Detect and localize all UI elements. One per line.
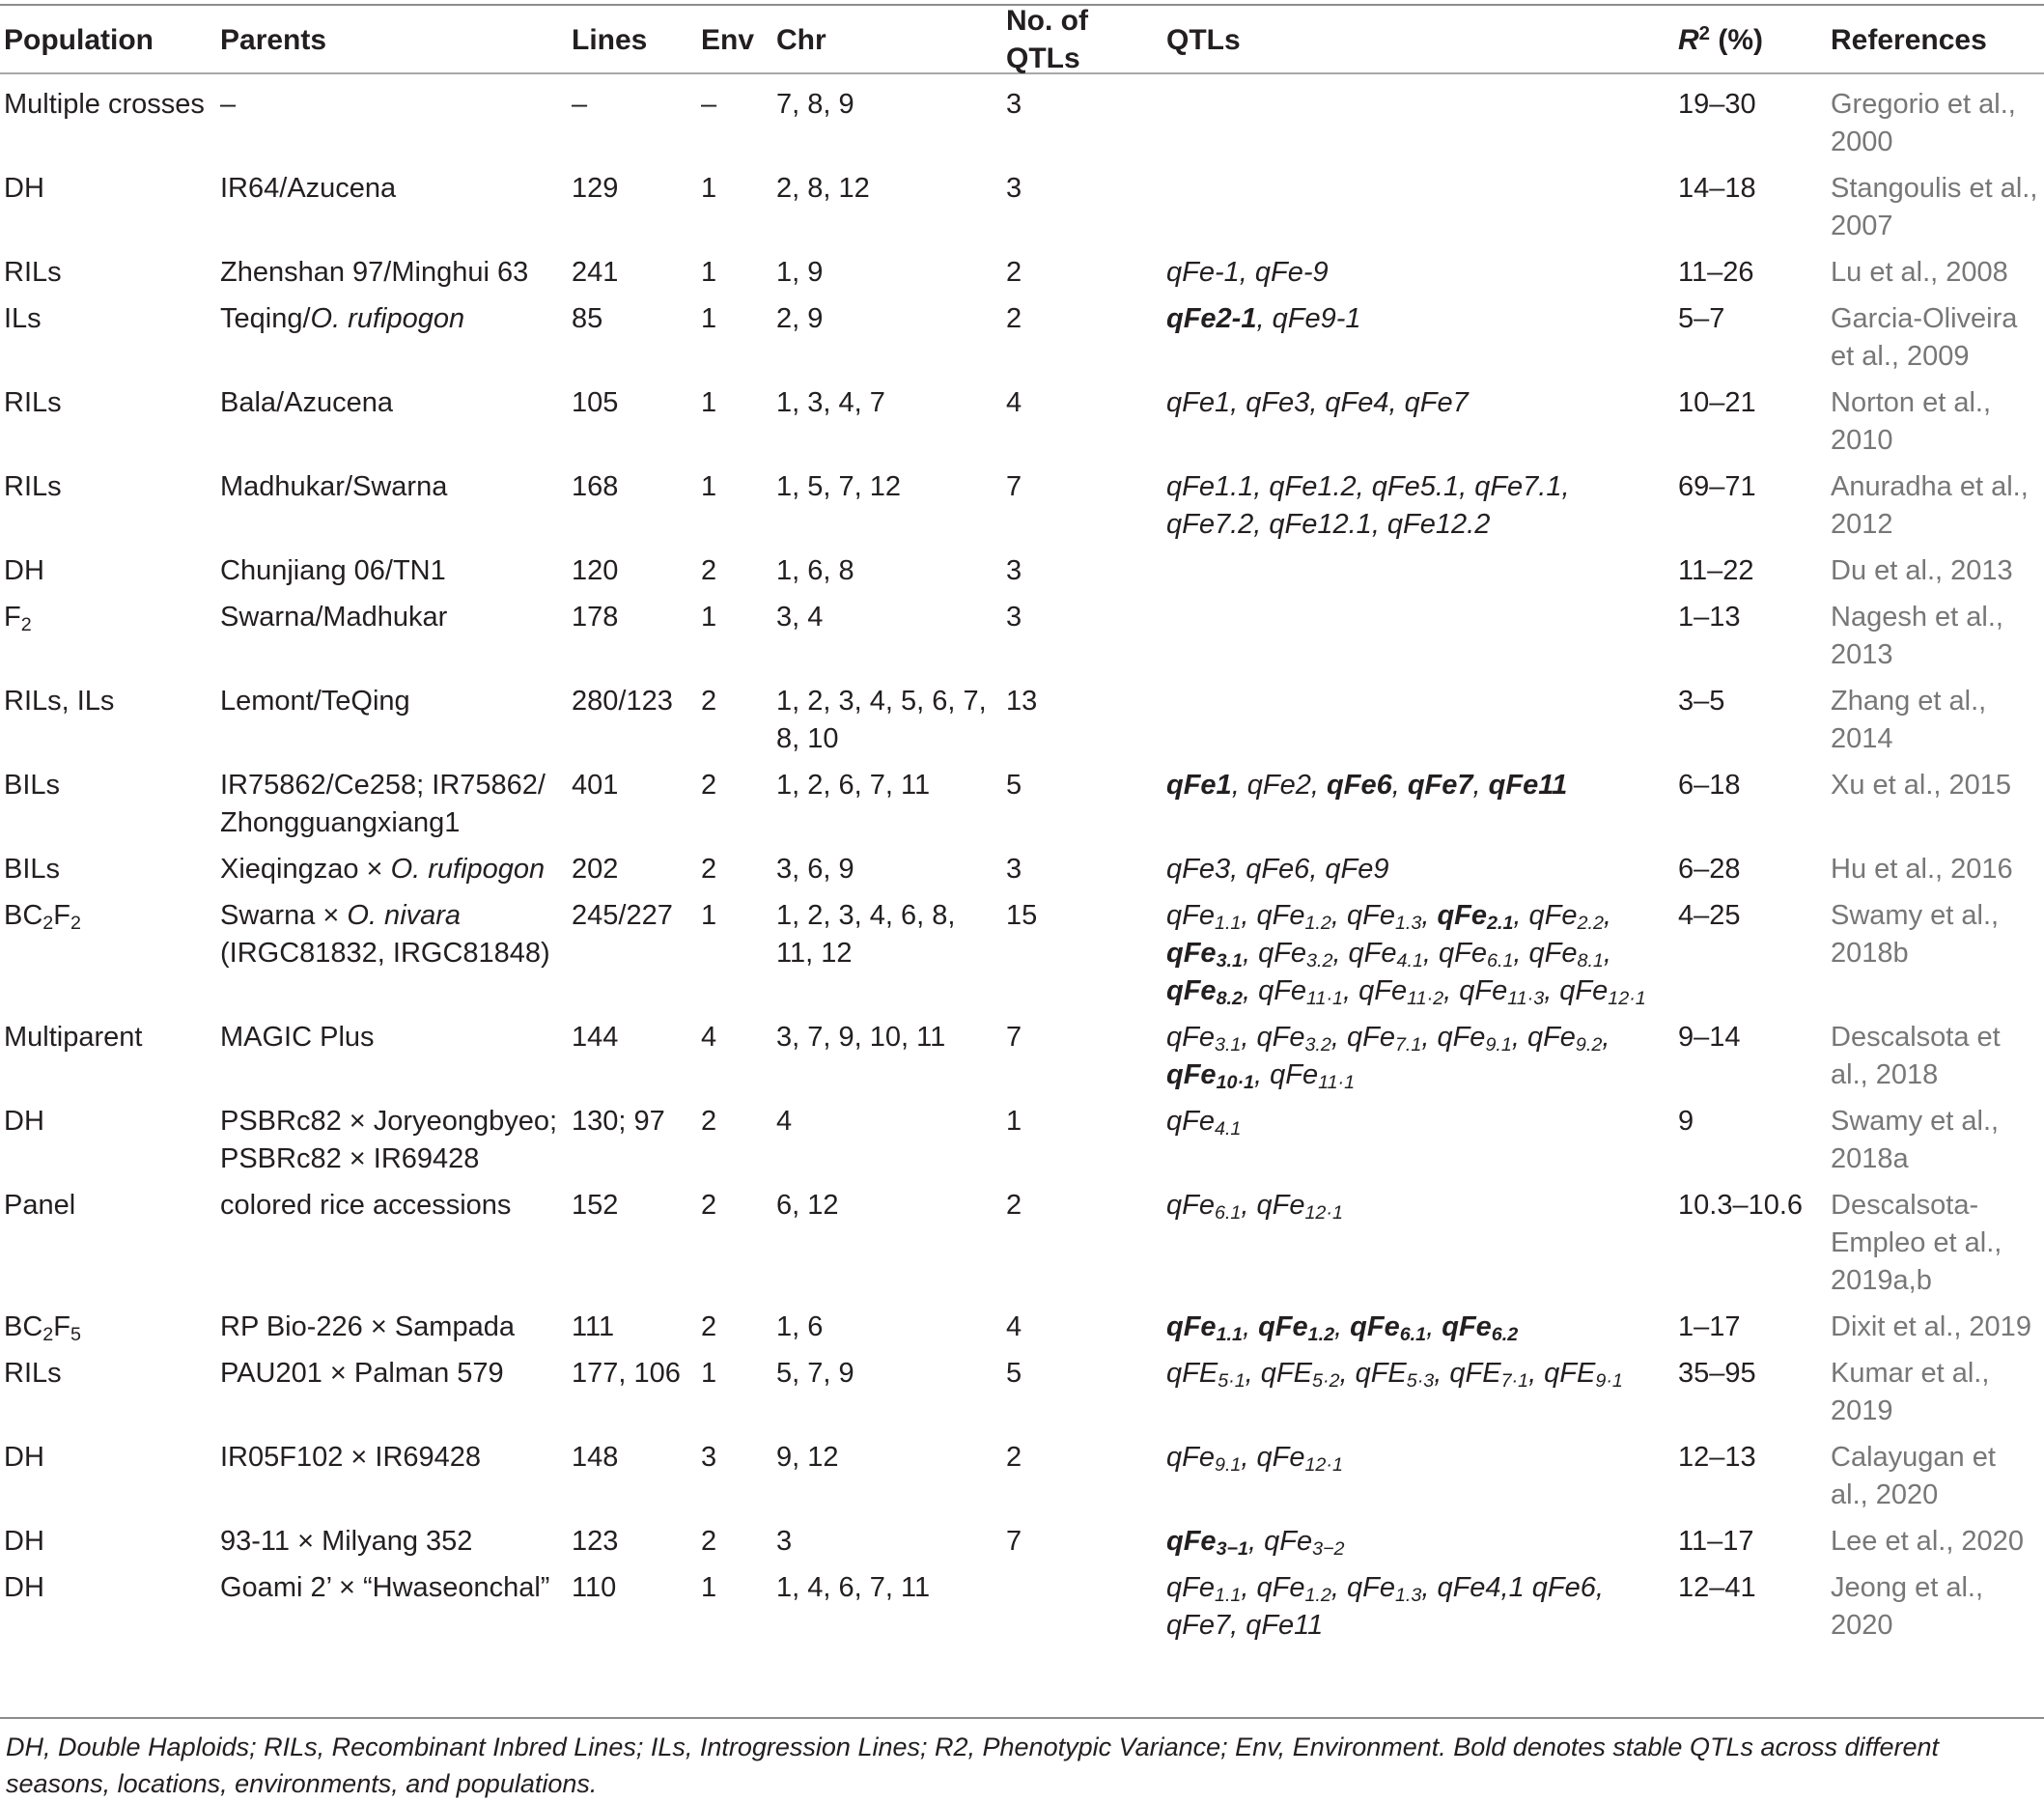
cell-env: 1 (701, 602, 717, 633)
cell-num-qtls: 3 (1006, 602, 1022, 633)
cell-env: 1 (701, 173, 717, 204)
cell-chr: 7, 8, 9 (776, 89, 854, 120)
cell-population: DH (4, 1526, 44, 1557)
cell-r2: 6–18 (1678, 770, 1741, 801)
cell-num-qtls: 5 (1006, 1358, 1022, 1389)
cell-lines: 144 (572, 1022, 619, 1053)
cell-r2: 14–18 (1678, 173, 1756, 204)
table-row (0, 1010, 2044, 1094)
cell-qtls: qFe1.1, qFe1.2, qFe5.1, qFe7.1, qFe7.2, qFe12.1, qFe12.2 (1166, 471, 1570, 540)
cell-r2: 11–22 (1678, 555, 1754, 586)
header-row (0, 2, 2044, 77)
cell-population: DH (4, 555, 44, 586)
table-row (0, 1561, 2044, 1645)
cell-lines: 111 (572, 1311, 615, 1342)
cell-env: 4 (701, 1022, 717, 1053)
cell-lines: 245/227 (572, 900, 673, 931)
cell-parents: Goami 2’ × “Hwaseonchal” (220, 1572, 550, 1603)
cell-population: BILs (4, 854, 61, 885)
cell-r2: 3–5 (1678, 686, 1725, 717)
cell-chr: 3, 4 (776, 602, 824, 633)
cell-references: Anuradha et al., 2012 (1831, 471, 2029, 540)
cell-references: Swamy et al., 2018b (1831, 900, 2000, 969)
cell-qtls (1162, 161, 1674, 245)
cell-num-qtls: 5 (1006, 770, 1022, 801)
cell-qtls: qFe$_{1.1}$, qFe$_{1.2}$, qFe$_{6.1}$, qFe$_{6.2}$ (1166, 1311, 1519, 1345)
cell-env: 2 (701, 555, 717, 586)
cell-references: Swamy et al., 2018a (1831, 1106, 2000, 1174)
cell-num-qtls: 4 (1006, 387, 1022, 418)
cell-chr: 3, 7, 9, 10, 11 (776, 1022, 946, 1053)
cell-chr: 2, 9 (776, 303, 824, 334)
cell-num-qtls: 4 (1006, 1311, 1022, 1342)
cell-parents: 93-11 × Milyang 352 (220, 1526, 473, 1557)
cell-num-qtls: 3 (1006, 89, 1022, 120)
cell-references: Gregorio et al., 2000 (1831, 89, 2016, 157)
cell-chr: 1, 9 (776, 257, 824, 288)
cell-r2: 4–25 (1678, 900, 1741, 931)
cell-num-qtls: 3 (1006, 555, 1022, 586)
table-row (0, 1094, 2044, 1178)
cell-qtls (1162, 674, 1674, 758)
cell-population: RILs (4, 1358, 62, 1389)
cell-references: Lee et al., 2020 (1831, 1526, 2024, 1557)
cell-qtls: qFe3, qFe6, qFe9 (1166, 854, 1389, 885)
cell-population: $F_2$ (4, 602, 32, 635)
cell-population: ILs (4, 303, 42, 334)
table-row (0, 888, 2044, 1010)
header-env: Env (701, 23, 755, 56)
cell-lines: 177, 106 (572, 1358, 681, 1389)
cell-chr: 1, 2, 6, 7, 11 (776, 770, 931, 801)
cell-population: RILs (4, 471, 62, 502)
cell-references: Descalsota-Empleo et al., 2019a,b (1831, 1190, 2002, 1296)
cell-population: RILs (4, 387, 62, 418)
cell-population: Multiple crosses (4, 89, 205, 120)
cell-qtls: qFe$_{1.1}$, qFe$_{1.2}$, qFe$_{1.3}$, qFe4,1 qFe6, qFe7, qFe11 (1166, 1572, 1604, 1641)
cell-env: 2 (701, 1526, 717, 1557)
cell-env: 2 (701, 1190, 717, 1221)
cell-r2: 12–13 (1678, 1442, 1756, 1473)
header-num-qtls: No. of QTLs (1006, 5, 1088, 74)
cell-chr: 1, 4, 6, 7, 11 (776, 1572, 931, 1603)
cell-population: Panel (4, 1190, 76, 1221)
cell-r2: 10–21 (1678, 387, 1756, 418)
cell-lines: 241 (572, 257, 619, 288)
cell-references: Zhang et al., 2014 (1831, 686, 1987, 754)
table-row (0, 1430, 2044, 1514)
header-population: Population (4, 23, 154, 56)
cell-env: 1 (701, 900, 717, 931)
cell-parents: Zhenshan 97/Minghui 63 (220, 257, 529, 288)
cell-references: Dixit et al., 2019 (1831, 1311, 2031, 1342)
cell-num-qtls: 3 (1006, 173, 1022, 204)
cell-parents: IR75862/Ce258; IR75862/ Zhongguangxiang1 (220, 770, 546, 838)
cell-population: DH (4, 1442, 44, 1473)
cell-qtls: qFe$_{4.1}$ (1166, 1106, 1242, 1140)
cell-lines: 110 (572, 1572, 617, 1603)
cell-r2: 9 (1678, 1106, 1694, 1137)
cell-num-qtls: 7 (1006, 1022, 1022, 1053)
table-row (0, 590, 2044, 674)
cell-env: 3 (701, 1442, 717, 1473)
cell-parents: PAU201 × Palman 579 (220, 1358, 504, 1389)
cell-env: – (701, 89, 717, 120)
header-lines: Lines (572, 23, 648, 56)
cell-qtls (1162, 77, 1674, 161)
header-chr: Chr (776, 23, 826, 56)
cell-num-qtls (1002, 1561, 1162, 1645)
cell-qtls: qFe$_{3.1}$, qFe$_{3.2}$, qFe$_{7.1}$, qFe$_{9.1}$, qFe$_{9.2}$, qFe$_{10\cdot 1}$, qFe$_{11\cdot 1}$ (1166, 1022, 1610, 1093)
cell-qtls: qFe$_{3-1}$, qFe$_{3-2}$ (1166, 1526, 1345, 1560)
qtl-table (0, 2, 2044, 1645)
cell-qtls (1162, 544, 1674, 590)
table-row (0, 1514, 2044, 1561)
cell-num-qtls: 1 (1006, 1106, 1022, 1137)
cell-env: 2 (701, 686, 717, 717)
cell-lines: 280/123 (572, 686, 673, 717)
cell-env: 1 (701, 387, 717, 418)
cell-parents: Madhukar/Swarna (220, 471, 448, 502)
table-row (0, 460, 2044, 544)
cell-lines: 178 (572, 602, 619, 633)
cell-qtls: qFe1, qFe2, qFe6, qFe7, qFe11 (1166, 770, 1568, 801)
cell-references: Norton et al., 2010 (1831, 387, 1992, 456)
cell-references: Hu et al., 2016 (1831, 854, 2013, 885)
table-row (0, 161, 2044, 245)
header-parents: Parents (220, 23, 327, 56)
cell-chr: 9, 12 (776, 1442, 839, 1473)
cell-r2: 35–95 (1678, 1358, 1756, 1389)
cell-lines: 148 (572, 1442, 619, 1473)
cell-num-qtls: 2 (1006, 1190, 1022, 1221)
cell-r2: 9–14 (1678, 1022, 1741, 1053)
cell-num-qtls: 15 (1006, 900, 1038, 931)
cell-r2: 5–7 (1678, 303, 1725, 334)
cell-references: Descalsota et al., 2018 (1831, 1022, 2001, 1090)
cell-lines: – (572, 89, 588, 120)
cell-env: 1 (701, 257, 717, 288)
cell-qtls: qFe-1, qFe-9 (1166, 257, 1329, 288)
cell-parents: IR05F102 × IR69428 (220, 1442, 482, 1473)
cell-lines: 129 (572, 173, 619, 204)
cell-num-qtls: 2 (1006, 1442, 1022, 1473)
cell-population: Multiparent (4, 1022, 143, 1053)
cell-parents: colored rice accessions (220, 1190, 512, 1221)
cell-qtls: qFe2-1, qFe9-1 (1166, 303, 1361, 334)
table-row (0, 674, 2044, 758)
table-row (0, 1300, 2044, 1346)
table-row (0, 1346, 2044, 1430)
cell-num-qtls: 2 (1006, 257, 1022, 288)
header-r2: $R^2$ (%) (1678, 22, 1764, 56)
cell-references: Xu et al., 2015 (1831, 770, 2012, 801)
cell-chr: 1, 3, 4, 7 (776, 387, 885, 418)
table-row (0, 1178, 2044, 1300)
cell-r2: 19–30 (1678, 89, 1756, 120)
cell-r2: 1–13 (1678, 602, 1741, 633)
cell-qtls: qFE$_{5\cdot 1}$, qFE$_{5\cdot 2}$, qFE$_{5\cdot 3}$, qFE$_{7\cdot 1}$, qFE$_{9\cdot 1}$ (1166, 1358, 1623, 1392)
cell-chr: 2, 8, 12 (776, 173, 870, 204)
cell-lines: 123 (572, 1526, 619, 1557)
cell-references: Jeong et al., 2020 (1831, 1572, 1983, 1641)
cell-r2: 10.3–10.6 (1678, 1190, 1804, 1221)
cell-num-qtls: 3 (1006, 854, 1022, 885)
cell-references: Calayugan et al., 2020 (1831, 1442, 1996, 1510)
cell-lines: 152 (572, 1190, 619, 1221)
cell-env: 2 (701, 770, 717, 801)
cell-chr: 1, 2, 3, 4, 5, 6, 7, 8, 10 (776, 686, 987, 754)
cell-env: 1 (701, 471, 717, 502)
cell-references: Stangoulis et al., 2007 (1831, 173, 2038, 241)
cell-parents: Swarna × O. nivara (IRGC81832, IRGC81848) (220, 900, 550, 969)
cell-chr: 5, 7, 9 (776, 1358, 854, 1389)
cell-r2: 11–26 (1678, 257, 1754, 288)
table-footnote: DH, Double Haploids; RILs, Recombinant Inbred Lines; ILs, Introgression Lines; R2, Phenotypic Variance; Env, Environment. Bold denotes stable QTLs across different seasons, locations, environments, and populations. (6, 1732, 1940, 1798)
cell-r2: 6–28 (1678, 854, 1741, 885)
cell-parents: RP Bio-226 × Sampada (220, 1311, 515, 1342)
table-row (0, 77, 2044, 161)
cell-env: 1 (701, 1358, 717, 1389)
cell-references: Lu et al., 2008 (1831, 257, 2008, 288)
cell-qtls: qFe$_{6.1}$, qFe$_{12\cdot 1}$ (1166, 1190, 1343, 1224)
cell-lines: 130; 97 (572, 1106, 665, 1137)
cell-chr: 4 (776, 1106, 793, 1137)
cell-lines: 105 (572, 387, 619, 418)
cell-r2: 12–41 (1678, 1572, 1756, 1603)
cell-population: DH (4, 173, 44, 204)
cell-lines: 85 (572, 303, 603, 334)
header-references: References (1831, 23, 1987, 56)
cell-population: RILs, ILs (4, 686, 115, 717)
cell-chr: 6, 12 (776, 1190, 839, 1221)
cell-qtls: qFe$_{1.1}$, qFe$_{1.2}$, qFe$_{1.3}$, qFe$_{2.1}$, qFe$_{2.2}$, qFe$_{3.1}$, qFe$_{3.2}$, qFe$_{4.1}$, qFe$_{6.1}$, qFe$_{8.1}$, qFe$_{8.2}$, qFe$_{11\cdot 1}$, qFe$_{11\cdot 2}$, qFe$_{11\cdot 3}$, qFe$_{12\cdot 1}$ (1166, 900, 1646, 1009)
cell-lines: 401 (572, 770, 619, 801)
cell-population: DH (4, 1106, 44, 1137)
cell-chr: 1, 2, 3, 4, 6, 8, 11, 12 (776, 900, 956, 969)
cell-chr: 1, 6, 8 (776, 555, 854, 586)
cell-population: DH (4, 1572, 44, 1603)
cell-references: Nagesh et al., 2013 (1831, 602, 2003, 670)
header-qtls: QTLs (1166, 23, 1241, 56)
cell-references: Kumar et al., 2019 (1831, 1358, 1990, 1426)
table-row (0, 292, 2044, 376)
cell-env: 2 (701, 1106, 717, 1137)
table-row (0, 842, 2044, 888)
cell-env: 2 (701, 1311, 717, 1342)
cell-qtls (1162, 590, 1674, 674)
cell-num-qtls: 7 (1006, 471, 1022, 502)
cell-chr: 1, 6 (776, 1311, 824, 1342)
cell-parents: PSBRc82 × Joryeongbyeo; PSBRc82 × IR69428 (220, 1106, 558, 1174)
cell-parents: IR64/Azucena (220, 173, 397, 204)
cell-lines: 120 (572, 555, 619, 586)
cell-r2: 11–17 (1678, 1526, 1754, 1557)
cell-chr: 3 (776, 1526, 793, 1557)
cell-population: BILs (4, 770, 61, 801)
cell-references: Du et al., 2013 (1831, 555, 2013, 586)
cell-env: 1 (701, 303, 717, 334)
cell-lines: 168 (572, 471, 619, 502)
cell-r2: 69–71 (1678, 471, 1756, 502)
table-row (0, 758, 2044, 842)
cell-population: RILs (4, 257, 62, 288)
cell-population: $BC_2F_5$ (4, 1311, 81, 1345)
table-row (0, 544, 2044, 590)
cell-parents: Bala/Azucena (220, 387, 393, 418)
table-row (0, 245, 2044, 292)
cell-qtls: qFe1, qFe3, qFe4, qFe7 (1166, 387, 1469, 418)
cell-num-qtls: 7 (1006, 1526, 1022, 1557)
cell-parents: Teqing/O. rufipogon (220, 303, 465, 334)
cell-env: 2 (701, 854, 717, 885)
cell-references: Garcia-Oliveira et al., 2009 (1831, 303, 2018, 372)
cell-qtls: qFe$_{9.1}$, qFe$_{12\cdot 1}$ (1166, 1442, 1343, 1476)
cell-parents: – (220, 89, 237, 120)
cell-parents: MAGIC Plus (220, 1022, 375, 1053)
cell-parents: Chunjiang 06/TN1 (220, 555, 446, 586)
cell-parents: Xieqingzao × O. rufipogon (220, 854, 546, 885)
cell-env: 1 (701, 1572, 717, 1603)
cell-parents: Lemont/TeQing (220, 686, 410, 717)
cell-chr: 3, 6, 9 (776, 854, 854, 885)
cell-lines: 202 (572, 854, 619, 885)
cell-r2: 1–17 (1678, 1311, 1741, 1342)
cell-population: $BC_2F_2$ (4, 900, 81, 934)
cell-num-qtls: 2 (1006, 303, 1022, 334)
cell-num-qtls: 13 (1006, 686, 1038, 717)
cell-chr: 1, 5, 7, 12 (776, 471, 901, 502)
cell-parents: Swarna/Madhukar (220, 602, 448, 633)
table-row (0, 376, 2044, 460)
bottom-rule (0, 1717, 2044, 1719)
